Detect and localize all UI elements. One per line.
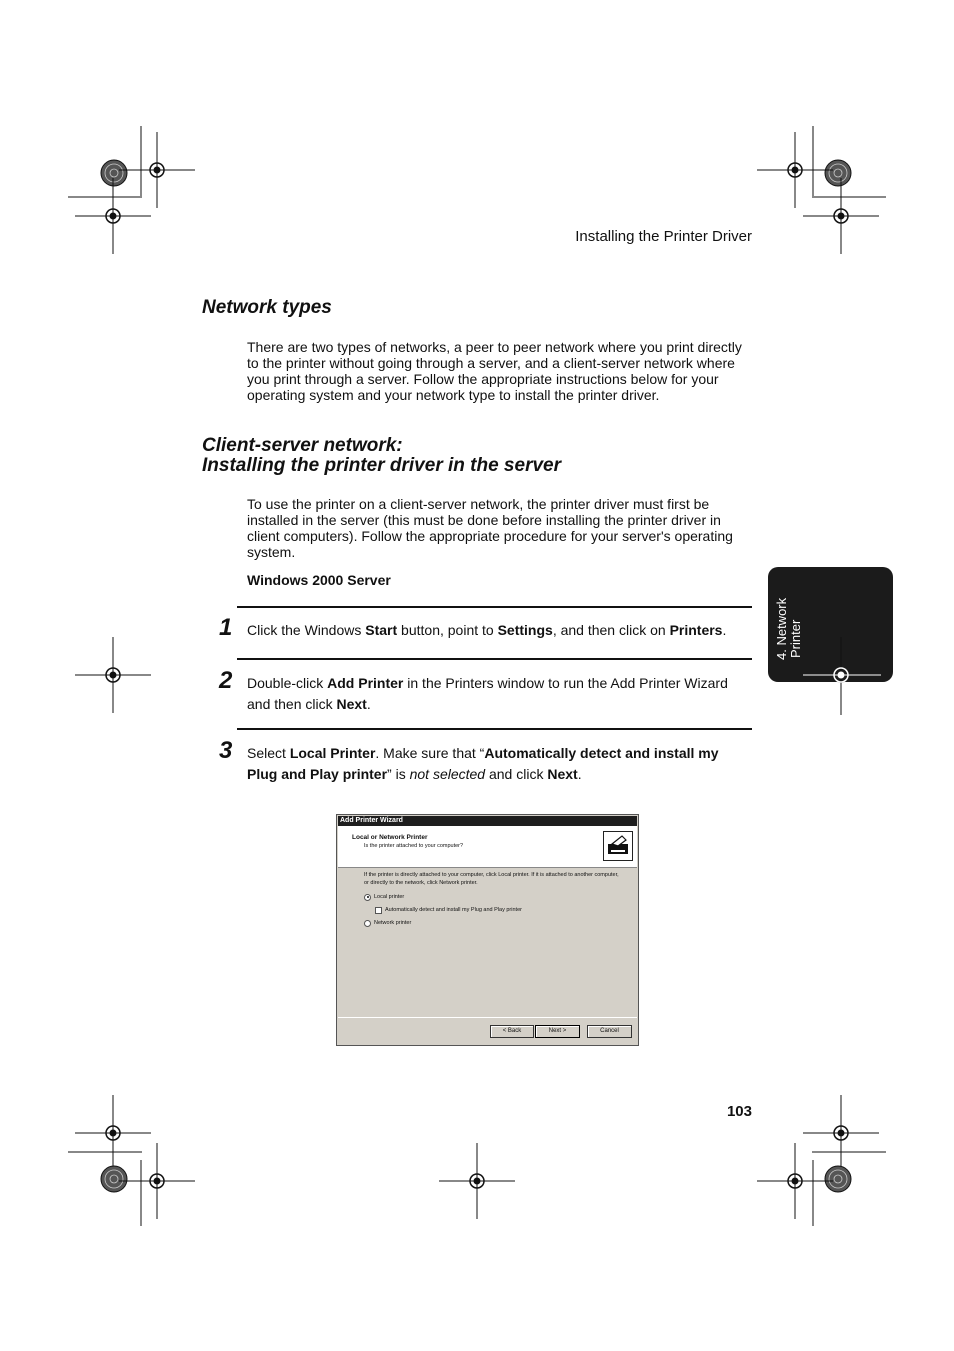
- local-printer-label: Local printer: [374, 894, 405, 900]
- local-printer-radio[interactable]: [364, 894, 371, 901]
- step-text-run: Next: [336, 695, 367, 712]
- step-text-run: Double-click: [247, 675, 328, 691]
- wizard-header: [338, 826, 637, 868]
- step-text-run: ” is: [387, 765, 410, 782]
- page-number: 103: [726, 1103, 752, 1120]
- step-text-run: Settings: [497, 622, 553, 638]
- step-text-run: .: [577, 765, 582, 782]
- running-header: Installing the Printer Driver: [575, 228, 752, 245]
- step-text-run: Next: [547, 765, 578, 782]
- step-text-run: .: [366, 695, 371, 712]
- wizard-header-title: Local or Network Printer: [352, 834, 428, 841]
- step-text-run: Add Printer: [327, 675, 404, 691]
- side-tab-line2: Printer: [788, 619, 803, 658]
- next-button[interactable]: Next >: [535, 1025, 580, 1038]
- step-text-run: Automatically detect and install my Plug and Play printer: [247, 745, 719, 782]
- back-button[interactable]: < Back: [490, 1025, 534, 1038]
- step-2-text: [247, 673, 747, 714]
- step-text-run: .: [722, 622, 727, 638]
- printer-icon: [603, 831, 633, 861]
- step-divider: [237, 728, 752, 730]
- auto-detect-checkbox[interactable]: [375, 907, 382, 914]
- step-text-run: not selected: [409, 765, 486, 782]
- wizard-description: If the printer is directly attached to your computer, click Local printer. If it is attached to another computer, or directly to the network, click Network printer.: [364, 872, 619, 886]
- section-heading-client-server-line2: Installing the printer driver in the server: [202, 455, 561, 476]
- registration-mark-tab: [803, 637, 881, 715]
- windows-2000-server-subheading: Windows 2000 Server: [247, 572, 391, 588]
- step-divider: [237, 658, 752, 660]
- network-printer-radio[interactable]: [364, 920, 371, 927]
- step-text-run: Start: [365, 622, 398, 638]
- wizard-header-subtitle: Is the printer attached to your computer?: [364, 843, 464, 849]
- step-1-text: [247, 620, 747, 641]
- network-printer-option[interactable]: [364, 919, 411, 927]
- local-printer-option[interactable]: [364, 893, 404, 901]
- step-text-run: and click: [485, 765, 548, 782]
- add-printer-wizard-screenshot: [336, 814, 639, 1046]
- wizard-separator: [338, 1017, 637, 1018]
- step-text-run: in the Printers window to run the Add Printer Wizard and then click: [247, 675, 728, 712]
- step-divider: [237, 606, 752, 608]
- client-server-paragraph: To use the printer on a client-server network, the printer driver must first be installed in the server (this must be done before installing the printer driver in client computers). Follow the appropriate procedure for your server's operating system.: [247, 496, 733, 560]
- step-text-run: Printers: [669, 622, 723, 638]
- step-text-run: Select: [247, 745, 290, 761]
- step-text-run: . Make sure that “: [375, 745, 485, 761]
- step-text-run: Local Printer: [289, 745, 376, 761]
- step-number: 1: [219, 614, 233, 641]
- step-number: 2: [219, 667, 233, 694]
- side-tab-line1: 4. Network: [774, 597, 789, 660]
- step-text-run: , and then click on: [552, 622, 670, 638]
- network-types-paragraph: There are two types of networks, a peer to peer network where you print directly to the printer without going through a server, and a client-server network where you print through a server. Follow the appropriate instructions below for your operating system and your network type to install the printer driver.: [247, 339, 742, 403]
- section-heading-client-server-line1: Client-server network:: [202, 435, 403, 456]
- step-text-run: button, point to: [397, 622, 498, 638]
- step-number: 3: [219, 737, 233, 764]
- cancel-button[interactable]: Cancel: [587, 1025, 632, 1038]
- step-3-text: [247, 743, 747, 784]
- section-heading-network-types: Network types: [202, 297, 332, 318]
- network-printer-label: Network printer: [374, 920, 412, 926]
- wizard-title-bar: Add Printer Wizard: [338, 816, 637, 826]
- step-text-run: Click the Windows: [247, 622, 366, 638]
- auto-detect-option[interactable]: [375, 906, 522, 914]
- auto-detect-label: Automatically detect and install my Plug and Play printer: [385, 907, 522, 913]
- chapter-side-tab-label: [772, 585, 806, 663]
